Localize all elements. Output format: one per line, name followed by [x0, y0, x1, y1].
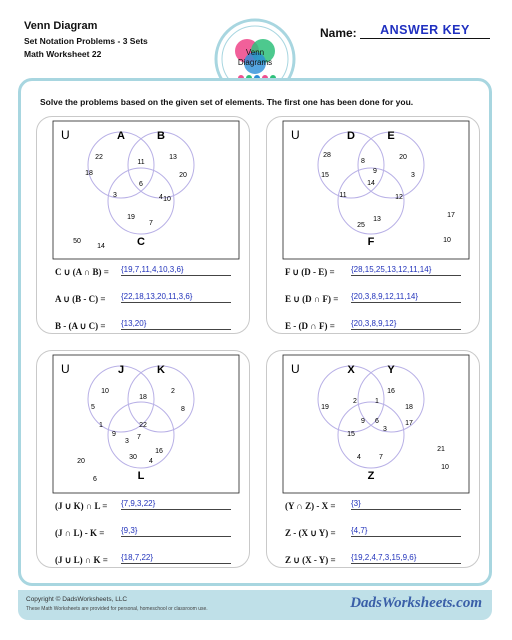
element-only_a: 1: [99, 422, 103, 429]
answer-field[interactable]: {22,18,13,20,11,3,6}: [121, 292, 231, 303]
set-label-e: E: [387, 130, 395, 142]
element-only_c: 25: [357, 222, 365, 229]
element-bc: 10: [163, 196, 171, 203]
answer-field[interactable]: {20,3,8,9,12,11,14}: [351, 292, 461, 303]
problem-panel-2: [266, 116, 480, 334]
set-label-c: C: [137, 236, 145, 248]
usage-note: These Math Worksheets are provided for personal, homeschool or classroom use.: [26, 606, 208, 612]
element-ac: 11: [339, 192, 347, 199]
element-outside: 21: [437, 446, 445, 453]
element-only_a: 18: [85, 170, 93, 177]
element-outside: 50: [73, 238, 81, 245]
answer-field[interactable]: {4,7}: [351, 526, 461, 537]
venn-diagram: [281, 351, 471, 501]
element-ab: 9: [373, 168, 377, 175]
element-only_b: 18: [405, 404, 413, 411]
set-circle-l: [108, 402, 174, 468]
venn-diagram: [51, 117, 241, 267]
question-expression: Z - (X ∪ Y) =: [285, 528, 336, 538]
element-bc: 16: [155, 448, 163, 455]
element-only_c: 4: [149, 458, 153, 465]
set-label-j: J: [117, 364, 125, 376]
set-label-d: D: [347, 130, 355, 142]
set-label-z: Z: [367, 470, 375, 482]
question-expression: (J ∪ L) ∩ K =: [55, 555, 108, 565]
element-only_b: 13: [169, 154, 177, 161]
universe-symbol: U: [291, 128, 300, 142]
element-ab: 11: [137, 159, 145, 166]
element-only_c: 4: [357, 454, 361, 461]
venn-diagram: [51, 351, 241, 501]
answer-field[interactable]: {18,7,22}: [121, 553, 231, 564]
answer-field[interactable]: {7,9,3,22}: [121, 499, 231, 510]
element-outside: 6: [93, 476, 97, 483]
set-label-y: Y: [387, 364, 395, 376]
answer-field[interactable]: {9,3}: [121, 526, 231, 537]
element-outside: 20: [77, 458, 85, 465]
element-only_a: 10: [101, 388, 109, 395]
element-only_b: 2: [171, 388, 175, 395]
worksheet-number: Math Worksheet 22: [24, 49, 102, 59]
element-only_c: 7: [379, 454, 383, 461]
universe-symbol: U: [291, 362, 300, 376]
element-outside: 10: [441, 464, 449, 471]
footer: [18, 590, 492, 620]
answer-key-field[interactable]: ANSWER KEY: [360, 23, 490, 39]
logo-text-venn: Venn: [245, 48, 265, 57]
logo-text-diagrams: Diagrams: [237, 58, 273, 67]
problem-panel-3: [36, 350, 250, 568]
universe-symbol: U: [61, 128, 70, 142]
question-expression: Z ∪ (X - Y) =: [285, 555, 336, 565]
question-expression: (J ∪ K) ∩ L =: [55, 501, 108, 511]
answer-field[interactable]: {20,3,8,9,12}: [351, 319, 461, 330]
element-only_a: 19: [321, 404, 329, 411]
question-expression: C ∪ (A ∩ B) =: [55, 267, 109, 277]
element-only_a: 5: [91, 404, 95, 411]
name-label: Name:: [320, 26, 357, 40]
answer-field[interactable]: {19,2,4,7,3,15,9,6}: [351, 553, 461, 564]
set-label-x: X: [347, 364, 355, 376]
element-bc: 3: [383, 426, 387, 433]
element-outside: 10: [443, 237, 451, 244]
element-ac: 3: [113, 192, 117, 199]
question-expression: F ∪ (D - E) =: [285, 267, 335, 277]
set-label-f: F: [367, 236, 375, 248]
set-label-k: K: [157, 364, 165, 376]
element-only_a: 28: [323, 152, 331, 159]
element-ab: 18: [139, 394, 147, 401]
element-abc: 6: [375, 418, 379, 425]
element-bc: 4: [159, 194, 163, 201]
worksheet-title: Venn Diagram: [24, 20, 98, 32]
element-abc: 9: [361, 418, 365, 425]
question-expression: (Y ∩ Z) - X =: [285, 501, 336, 511]
element-only_b: 16: [387, 388, 395, 395]
element-bc: 12: [395, 194, 403, 201]
element-abc: 6: [139, 181, 143, 188]
element-ab: 2: [353, 398, 357, 405]
element-only_b: 20: [399, 154, 407, 161]
set-circle-f: [338, 168, 404, 234]
element-only_b: 8: [181, 406, 185, 413]
element-only_b: 17: [405, 420, 413, 427]
element-ac: 9: [112, 431, 116, 438]
venn-diagram: [281, 117, 471, 267]
element-only_a: 15: [321, 172, 329, 179]
element-abc: 22: [139, 422, 147, 429]
answer-field[interactable]: {19,7,11,4,10,3,6}: [121, 265, 231, 276]
instructions: Solve the problems based on the given set of elements. The first one has been done for you.: [40, 97, 414, 107]
universe-symbol: U: [61, 362, 70, 376]
element-outside: 14: [97, 243, 105, 250]
element-only_c: 30: [129, 454, 137, 461]
set-label-a: A: [117, 130, 125, 142]
problem-panel-4: [266, 350, 480, 568]
copyright-text: Copyright © DadsWorksheets, LLC: [26, 596, 128, 603]
answer-field[interactable]: {3}: [351, 499, 461, 510]
answer-field[interactable]: {13,20}: [121, 319, 231, 330]
element-only_a: 22: [95, 154, 103, 161]
element-only_b: 20: [179, 172, 187, 179]
answer-field[interactable]: {28,15,25,13,12,11,14}: [351, 265, 461, 276]
brand-logo[interactable]: DadsWorksheets.com: [350, 595, 482, 611]
element-only_c: 19: [127, 214, 135, 221]
question-expression: (J ∩ L) - K =: [55, 528, 105, 538]
set-label-b: B: [157, 130, 165, 142]
element-abc: 14: [367, 180, 375, 187]
problem-panel-1: [36, 116, 250, 334]
element-ac: 15: [347, 431, 355, 438]
element-only_c: 13: [373, 216, 381, 223]
element-only_b: 3: [411, 172, 415, 179]
worksheet-subtitle: Set Notation Problems - 3 Sets: [24, 36, 148, 46]
element-abc: 7: [137, 434, 141, 441]
element-ab: 8: [361, 158, 365, 165]
set-label-l: L: [137, 470, 145, 482]
question-expression: B - (A ∪ C) =: [55, 321, 106, 331]
question-expression: A ∪ (B - C) =: [55, 294, 106, 304]
question-expression: E - (D ∩ F) =: [285, 321, 335, 331]
element-ab: 1: [375, 398, 379, 405]
question-expression: E ∪ (D ∩ F) =: [285, 294, 339, 304]
element-only_c: 7: [149, 220, 153, 227]
universe-box: [283, 121, 469, 259]
element-outside: 17: [447, 212, 455, 219]
element-ac: 3: [125, 438, 129, 445]
